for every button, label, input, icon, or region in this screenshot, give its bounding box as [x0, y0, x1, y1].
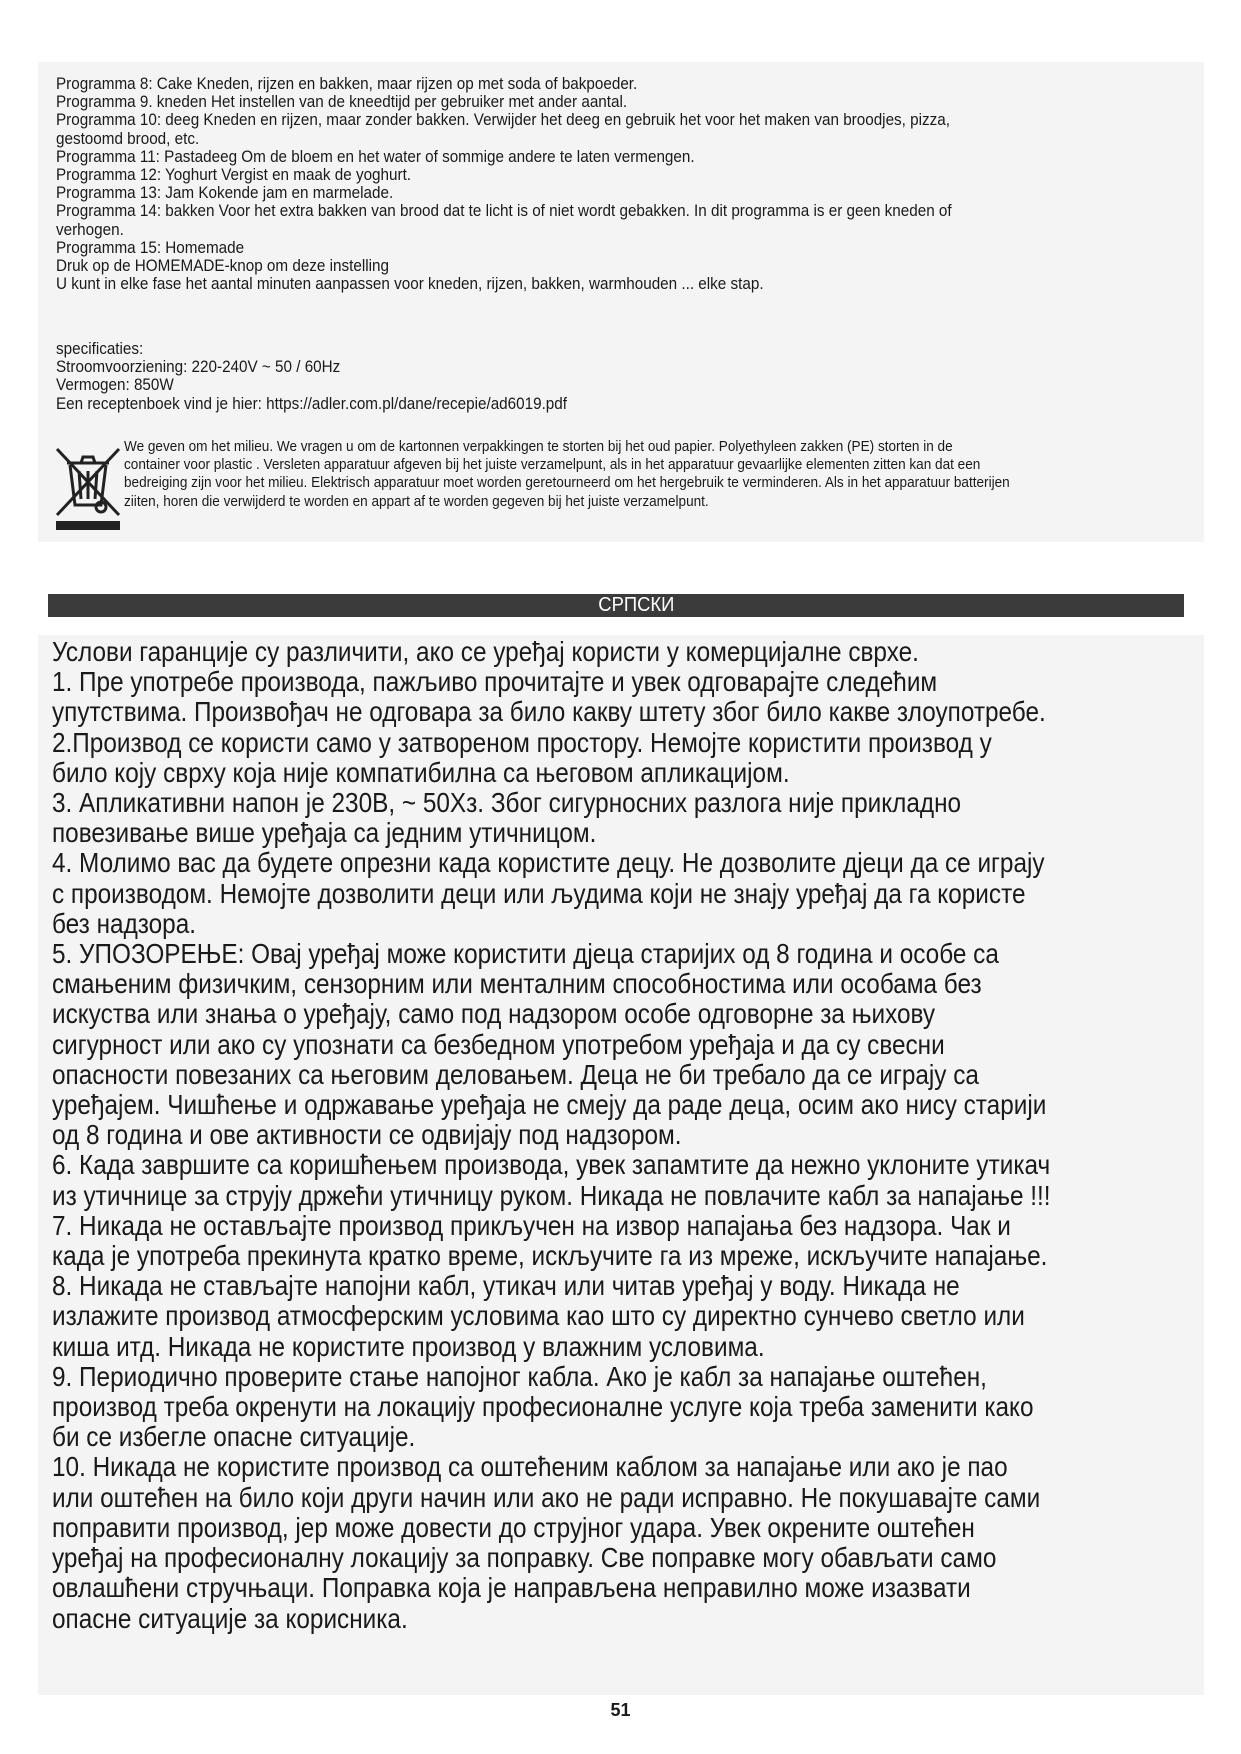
instruction-line: овлашћени стручњаци. Поправка која је направљена неправилно може изазвати	[52, 1572, 971, 1604]
instruction-line: искуства или знања о уређају, само под надзором особе одговорне за њихову	[52, 998, 936, 1030]
instruction-line: киша итд. Никада не користите производ у влажним условима.	[52, 1330, 765, 1362]
serbian-safety-instructions	[52, 637, 1061, 1634]
instruction-line: повезивање више уређаја са једним утичницом.	[52, 817, 597, 849]
dutch-specifications	[56, 340, 1098, 413]
instruction-line: с производом. Немојте дозволити деци или људима који не знају уређај да га користе	[52, 877, 1026, 909]
environment-notice	[124, 438, 1138, 511]
instruction-line: било коју сврху која није компатибилна са његовом апликацијом.	[52, 756, 790, 788]
notice-line: bedreiging zijn voor het milieu. Elektrisch apparatuur moet worden geretourneerd om het hergebruik te verminderen. Als in het apparatuur batterijen	[124, 475, 1010, 492]
program-line: verhogen.	[56, 220, 124, 239]
instruction-line: сигурност или ако су упознати са безбедном употребом уређаја и да су свесни	[52, 1028, 945, 1060]
notice-line: container voor plastic . Versleten apparatuur afgeven bij het juiste verzamelpunt, als in het apparatuur gevaarlijke elementen zitten kan dat een	[124, 457, 981, 474]
instruction-line: уређајем. Чишћење и одржавање уређаја не смеју да раде деца, осим ако нису старији	[52, 1089, 1047, 1121]
instruction-line: упутствима. Произвођач не одговара за било какву штету због било какве злоупотребе.	[52, 696, 1046, 728]
instruction-line: би се избегле опасне ситуације.	[52, 1421, 416, 1453]
instruction-line: 5. УПОЗОРЕЊЕ: Овај уређај може користити дјеца старијих од 8 година и особе са	[52, 938, 999, 970]
instruction-line: 9. Периодично проверите стање напојног кабла. Ако је кабл за напајање оштећен,	[52, 1360, 987, 1392]
program-line: Programma 9. kneden Het instellen van de kneedtijd per gebruiker met ander aantal.	[56, 93, 628, 112]
instruction-line: 2.Производ се користи само у затвореном простору. Немојте користити производ у	[52, 726, 992, 758]
weee-crossed-bin-icon	[53, 441, 123, 531]
specs-heading: specificaties:	[56, 340, 144, 358]
specs-power-supply: Stroomvoorziening: 220-240V ~ 50 / 60Hz	[56, 358, 341, 377]
program-line: gestoomd brood, etc.	[56, 129, 200, 148]
section-title: СРПСКИ	[597, 594, 675, 616]
instruction-line: опасности повезаних са његовим деловањем. Деца не би требало да се играју са	[52, 1058, 979, 1090]
language-section-header	[48, 594, 1184, 617]
instruction-line: или оштећен на било који други начин или ако не ради исправно. Не покушавајте сами	[52, 1481, 1041, 1513]
program-line: Programma 15: Homemade	[56, 238, 245, 257]
instruction-line: Услови гаранције су различити, ако се уређај користи у комерцијалне сврхе.	[52, 636, 919, 667]
instruction-line: производ треба окренути на локацију професионалне услуге која треба заменити како	[52, 1391, 1034, 1423]
program-line: Druk op de HOMEMADE-knop om deze instelling	[56, 257, 389, 276]
instruction-line: 8. Никада не стављајте напојни кабл, утикач или читав уређај у воду. Никада не	[52, 1270, 960, 1302]
instruction-line: смањеним физичким, сензорним или менталним способностима или особама без	[52, 968, 982, 1000]
program-line: Programma 13: Jam Kokende jam en marmelade.	[56, 184, 394, 203]
program-line: Programma 14: bakken Voor het extra bakken van brood dat te licht is of niet wordt gebakken. In dit programma is er geen kneden of	[56, 202, 952, 221]
instruction-line: од 8 година и ове активности се одвијају под надзором.	[52, 1119, 682, 1151]
program-line: U kunt in elke fase het aantal minuten aanpassen voor kneden, rijzen, bakken, warmhouden ... elke stap.	[56, 275, 764, 294]
instruction-line: 3. Апликативни напон је 230В, ~ 50Хз. Због сигурносних разлога није прикладно	[52, 787, 962, 819]
instruction-line: из утичнице за струју држећи утичницу руком. Никада не повлачите кабл за напајање !!!	[52, 1179, 1051, 1211]
instruction-line: 6. Када завршите са коришћењем производа, увек запамтите да нежно уклоните утикач	[52, 1149, 1051, 1181]
instruction-line: уређај на професионалну локацију за поправку. Све поправке могу обављати само	[52, 1542, 997, 1574]
instruction-line: 4. Молимо вас да будете опрезни када користите децу. Не дозволите дјеци да се играју	[52, 847, 1045, 879]
dutch-program-list	[56, 75, 1098, 293]
program-line: Programma 10: deeg Kneden en rijzen, maar zonder bakken. Verwijder het deeg en gebruik het voor het maken van broodjes, pizza,	[56, 111, 950, 130]
instruction-line: без надзора.	[52, 907, 197, 939]
page-number: 51	[610, 1700, 631, 1720]
instruction-line: опасне ситуације за корисника.	[52, 1602, 408, 1634]
specs-recipe-link: Een receptenboek vind je hier: https://adler.com.pl/dane/recepie/ad6019.pdf	[56, 394, 568, 413]
instruction-line: када је употреба прекинута кратко време, искључите га из мреже, искључите напајање.	[52, 1240, 1048, 1272]
specs-wattage: Vermogen: 850W	[56, 376, 174, 395]
instruction-line: 1. Пре употребе производа, пажљиво прочитајте и увек одговарајте следећим	[52, 666, 938, 698]
instruction-line: 10. Никада не користите производ са оштећеним каблом за напајање или ако је пао	[52, 1451, 1008, 1483]
instruction-line: 7. Никада не остављајте производ прикључен на извор напајања без надзора. Чак и	[52, 1209, 1011, 1241]
program-line: Programma 8: Cake Kneden, rijzen en bakken, maar rijzen op met soda of bakpoeder.	[56, 75, 638, 93]
notice-line: ziiten, horen die verwijderd te worden en appart af te worden gegeven bij het juiste verzamelpunt.	[124, 493, 709, 510]
program-line: Programma 11: Pastadeeg Om de bloem en het water of sommige andere te laten vermengen.	[56, 147, 695, 166]
instruction-line: излажите производ атмосферским условима као што су директно сунчево светло или	[52, 1300, 1025, 1332]
program-line: Programma 12: Yoghurt Vergist en maak de yoghurt.	[56, 166, 412, 185]
instruction-line: поправити производ, јер може довести до струјног удара. Увек окрените оштећен	[52, 1511, 975, 1543]
notice-line: We geven om het milieu. We vragen u om de kartonnen verpakkingen te storten bij het oud papier. Polyethyleen zakken (PE) storten in de	[124, 439, 953, 455]
